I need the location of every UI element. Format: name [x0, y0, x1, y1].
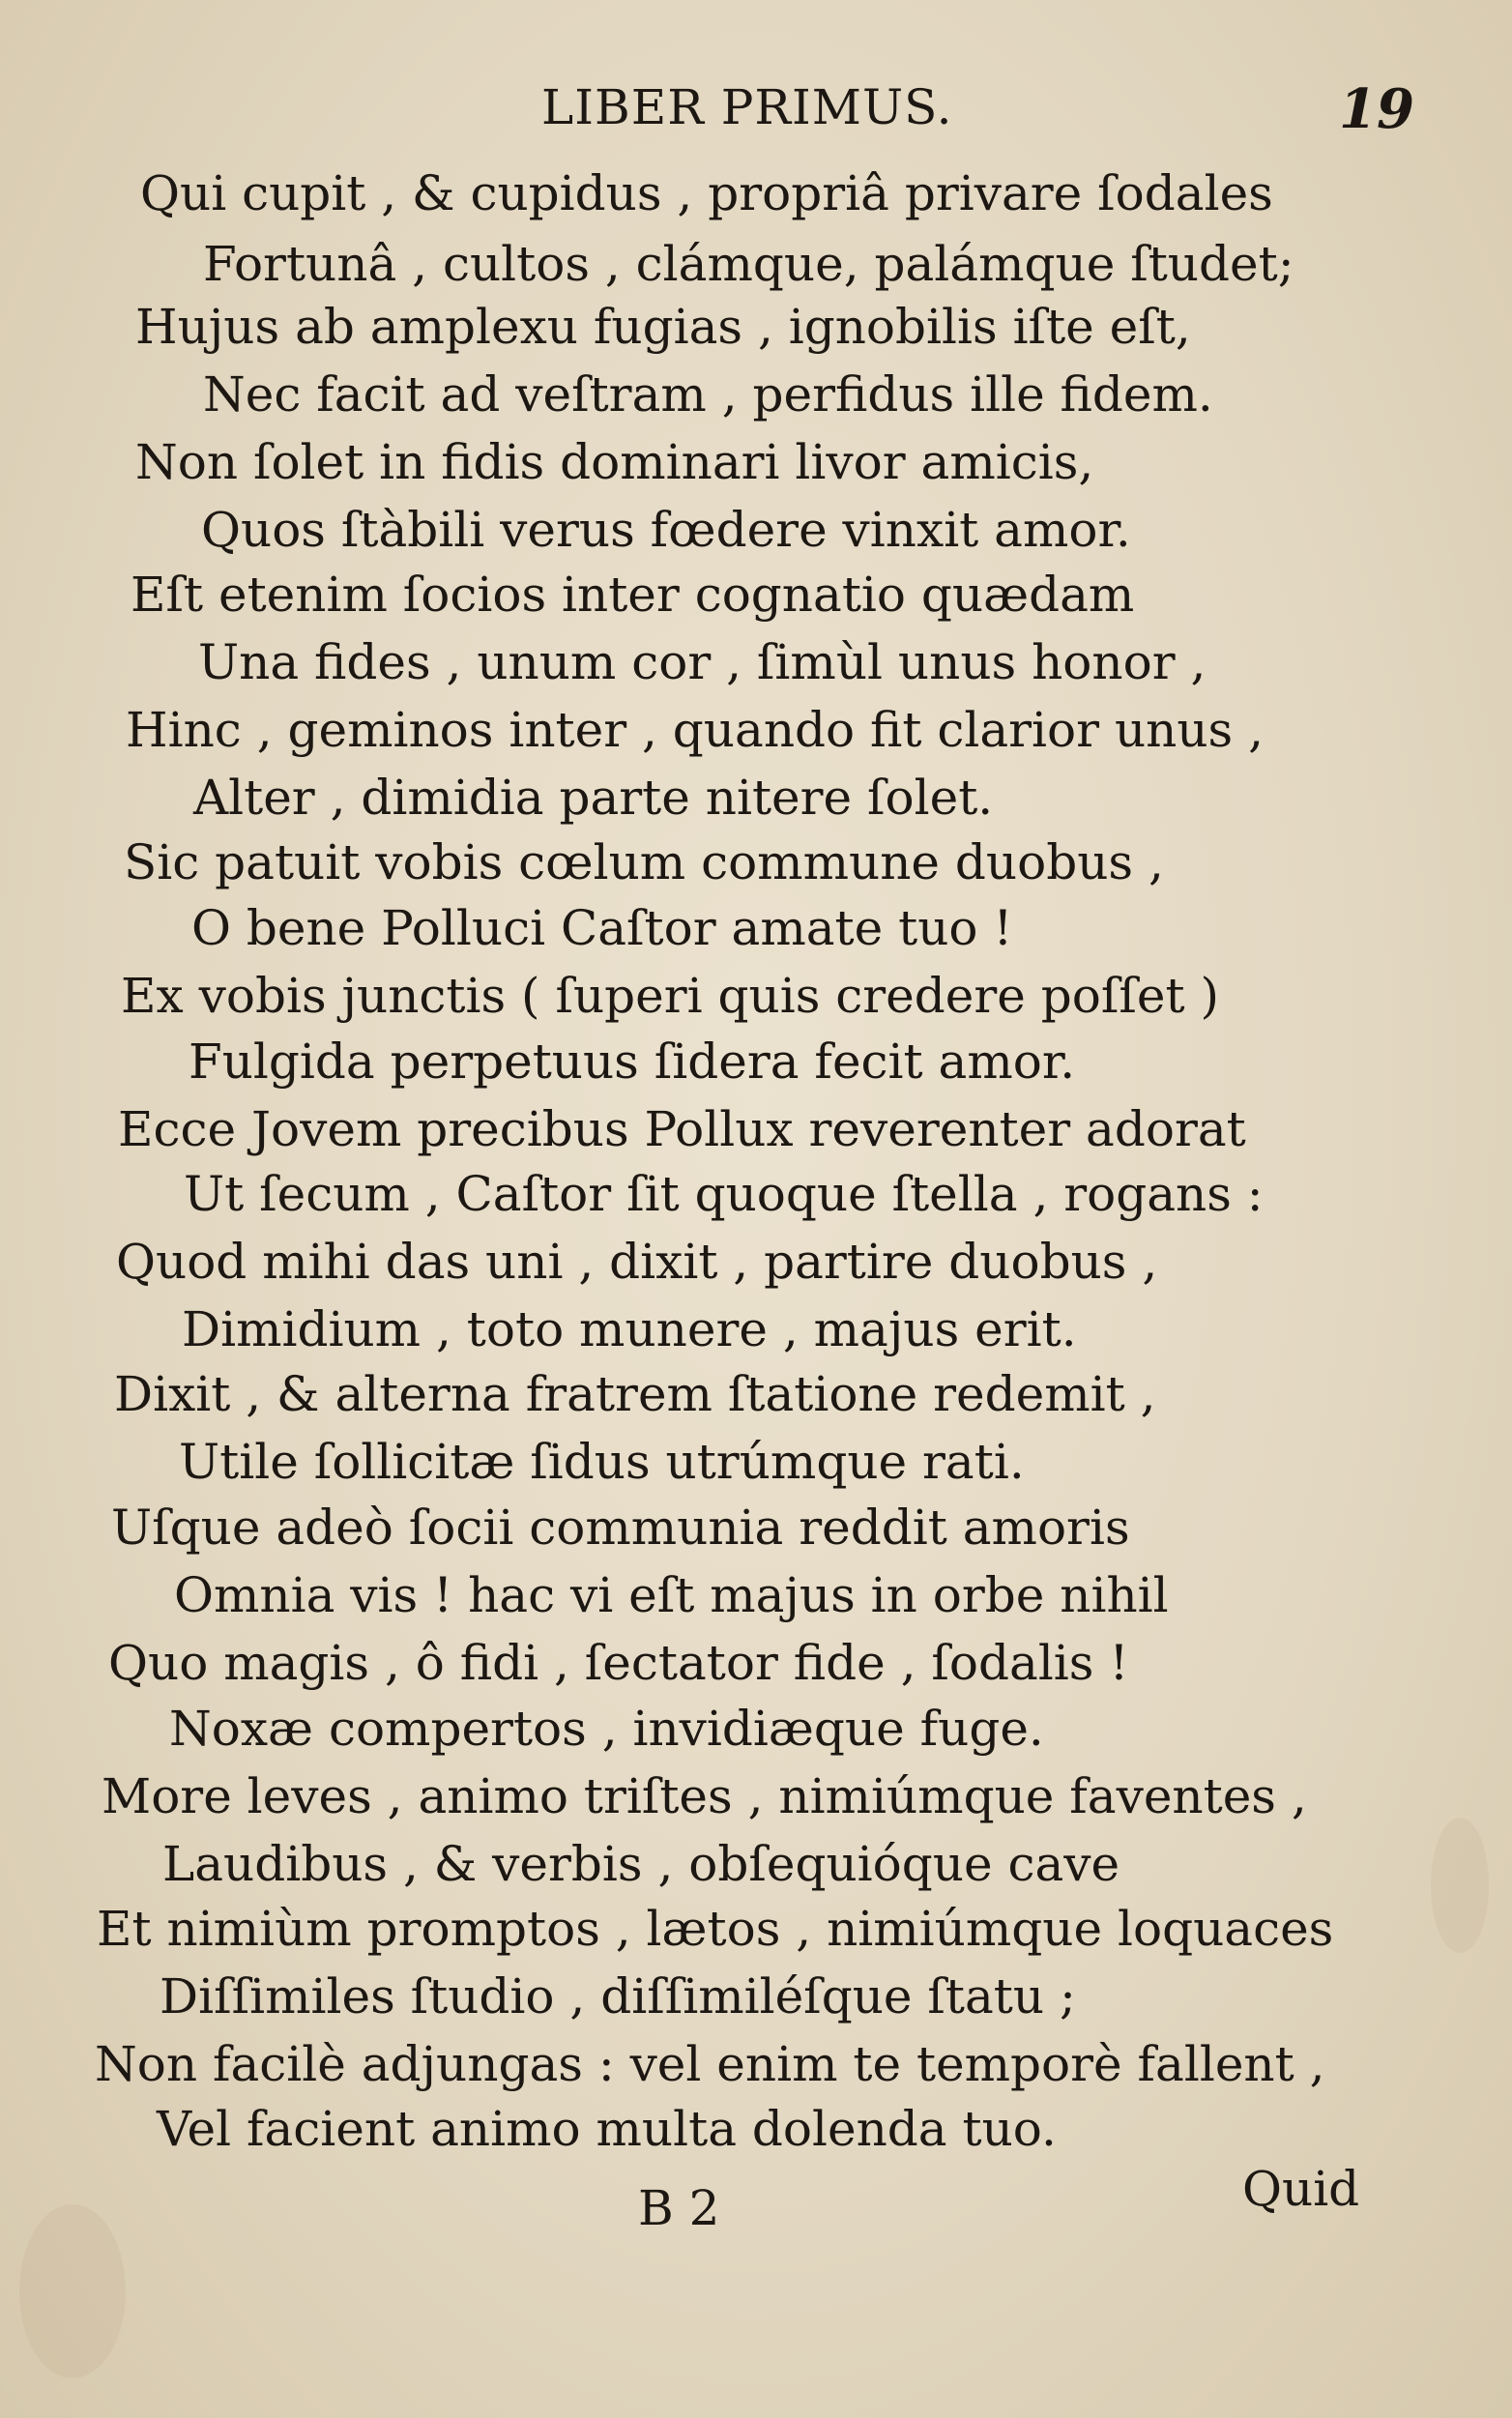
page-number: 19	[1339, 77, 1414, 141]
verse-line: Utile ſollicitæ ſidus utrúmque rati.	[179, 1434, 1025, 1490]
page-stain	[19, 2204, 126, 2378]
verse-line: Omnia vis ! hac vi eſt majus in orbe nihil	[174, 1567, 1169, 1623]
verse-line: Nec facit ad veſtram , perfidus ille fidem.	[203, 366, 1213, 422]
verse-line: Ut ſecum , Caſtor ſit quoque ſtella , rogans :	[184, 1166, 1264, 1222]
verse-line: Alter , dimidia parte nitere ſolet.	[193, 770, 994, 826]
verse-line: Hinc , geminos inter , quando fit clarior unus ,	[126, 702, 1265, 758]
verse-line: O bene Polluci Caſtor amate tuo !	[191, 900, 1013, 956]
verse-line: Non ſolet in fidis dominari livor amicis,	[135, 434, 1094, 490]
verse-line: Non facilè adjungas : vel enim te temporè fallent ,	[95, 2036, 1325, 2092]
verse-line: Ecce Jovem precibus Pollux reverenter adorat	[118, 1101, 1246, 1157]
verse-line: Dimidium , toto munere , majus erit.	[182, 1301, 1077, 1357]
verse-line: Diſſimiles ſtudio , diſſimiléſque ſtatu ;	[160, 1968, 1076, 2025]
verse-line: Hujus ab amplexu fugias , ignobilis iſte eſt,	[135, 299, 1191, 355]
verse-line: Quos ſtàbili verus fœdere vinxit amor.	[201, 502, 1131, 558]
verse-line: Ex vobis junctis ( ſuperi quis credere poſſet )	[121, 968, 1219, 1024]
verse-line: Dixit , & alterna fratrem ſtatione redemit ,	[114, 1366, 1156, 1422]
verse-line: Laudibus , & verbis , obſequióque cave	[162, 1836, 1120, 1892]
verse-line: More leves , animo triſtes , nimiúmque faventes ,	[102, 1768, 1307, 1824]
verse-line: Quo magis , ô fidi , ſectator fide , ſodalis !	[108, 1635, 1129, 1691]
verse-line: Fortunâ , cultos , clámque, palámque ſtudet;	[203, 236, 1294, 292]
verse-line: Fulgida perpetuus ſidera fecit amor.	[189, 1034, 1076, 1090]
verse-line: Uſque adeò ſocii communia reddit amoris	[111, 1500, 1130, 1556]
verse-line: Qui cupit , & cupidus , propriâ privare ſodales	[140, 165, 1273, 221]
verse-line: Vel facient animo multa dolenda tuo.	[157, 2101, 1057, 2157]
page-stain	[1431, 1818, 1489, 1953]
verse-line: Et nimiùm promptos , lætos , nimiúmque loquaces	[97, 1901, 1334, 1957]
verse-line: Eſt etenim ſocios inter cognatio quædam	[131, 567, 1135, 623]
verse-line: Sic patuit vobis cœlum commune duobus ,	[124, 834, 1164, 890]
signature-mark: B 2	[638, 2180, 720, 2236]
verse-line: Una fides , unum cor , ſimùl unus honor ,	[198, 634, 1207, 690]
verse-line: Noxæ compertos , invidiæque fuge.	[169, 1701, 1044, 1757]
catchword: Quid	[1242, 2161, 1360, 2217]
running-head: LIBER PRIMUS.	[541, 79, 953, 135]
verse-line: Quod mihi das uni , dixit , partire duobus ,	[116, 1234, 1158, 1290]
